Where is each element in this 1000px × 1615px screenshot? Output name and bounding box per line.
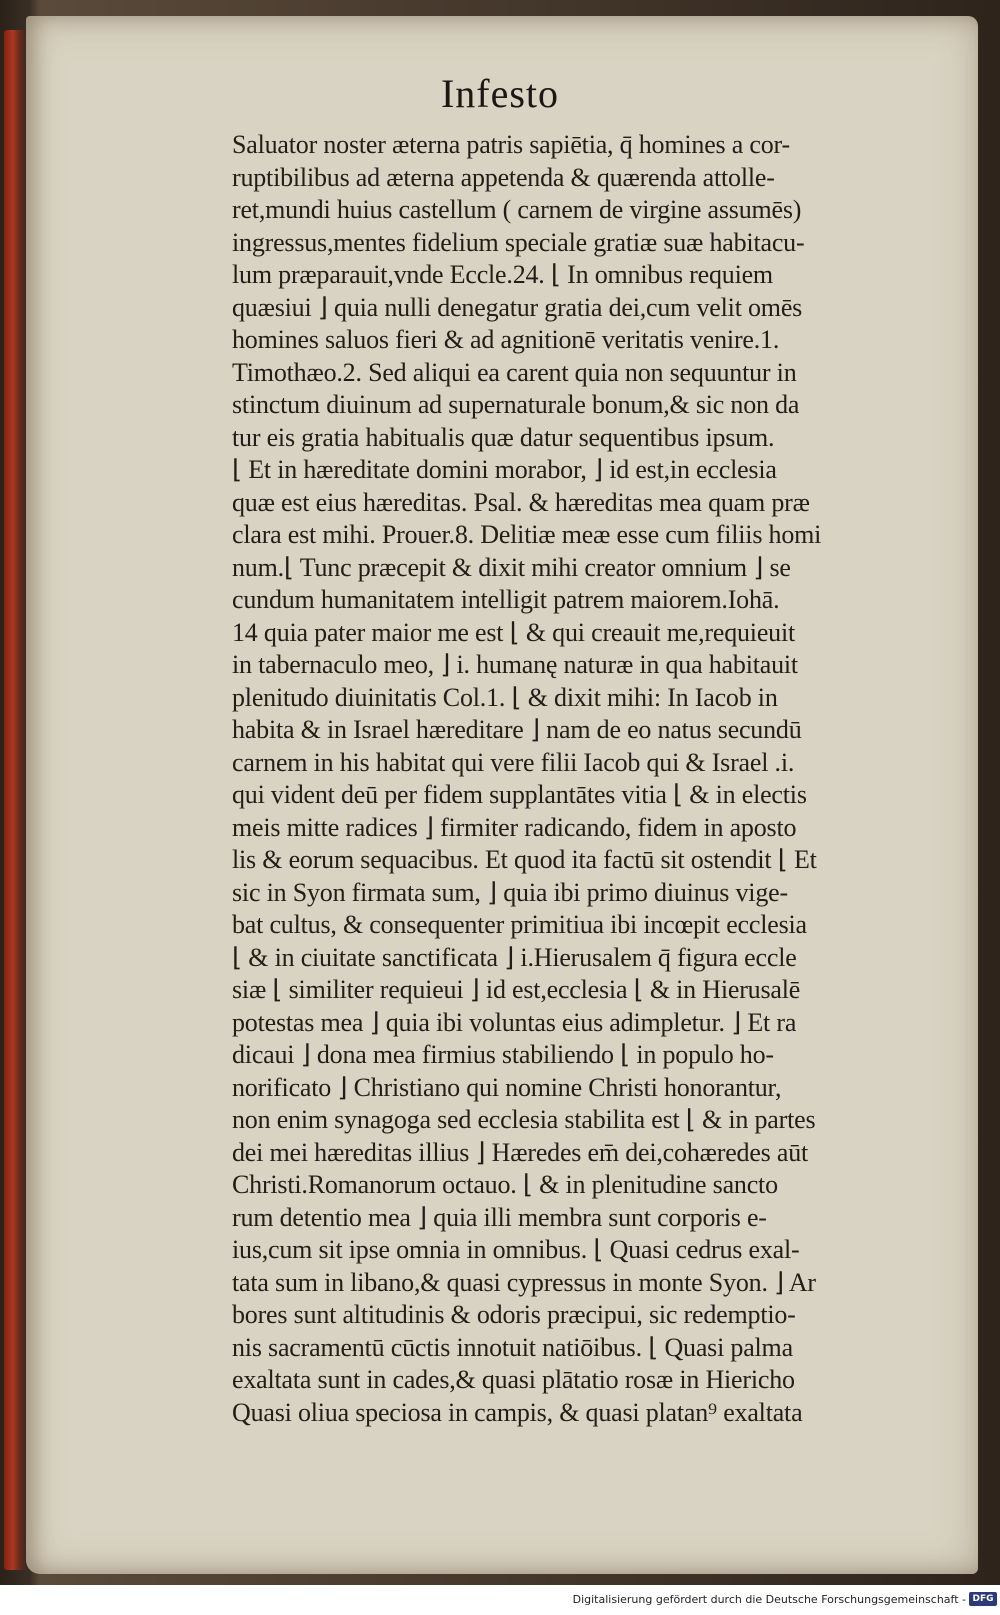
dfg-logo: DFG bbox=[969, 1592, 997, 1606]
text-line: ruptibilibus ad æterna appetenda & quærenda attolle- bbox=[232, 162, 775, 192]
text-line: non enim synagoga sed ecclesia stabilita est ⌊ & in partes bbox=[232, 1105, 816, 1134]
text-line: meis mitte radices ⌋ firmiter radicando, fidem in aposto bbox=[232, 812, 797, 842]
text-line: dei mei hæreditas illius ⌋ Hæredes em̄ dei,cohæredes aūt bbox=[232, 1137, 809, 1167]
text-line: Christi.Romanorum octauo. ⌊ & in plenitudine sancto bbox=[232, 1170, 778, 1199]
text-line: quæ est eius hæreditas. Psal. & hæreditas mea quam præ bbox=[232, 487, 810, 517]
text-line: quæsiui ⌋ quia nulli denegatur gratia dei,cum velit omēs bbox=[232, 292, 803, 322]
text-line: ret,mundi huius castellum ( carnem de virgine assumēs) bbox=[232, 195, 802, 224]
text-line: dicaui ⌋ dona mea firmius stabiliendo ⌊ in populo ho- bbox=[232, 1040, 774, 1069]
text-line: carnem in his habitat qui vere filii Iacob qui & Israel .i. bbox=[232, 747, 795, 777]
text-line: sic in Syon firmata sum, ⌋ quia ibi primo diuinus vige- bbox=[232, 877, 788, 907]
footer-credit: Digitalisierung gefördert durch die Deutsche Forschungsgemeinschaft - bbox=[572, 1593, 966, 1606]
text-line: ⌊ & in ciuitate sanctificata ⌋ i.Hierusalem q̄ figura eccle bbox=[232, 942, 797, 972]
text-line: rum detentio mea ⌋ quia illi membra sunt corporis e- bbox=[232, 1202, 767, 1232]
book-edge bbox=[4, 30, 26, 1570]
text-line: ius,cum sit ipse omnia in omnibus. ⌊ Quasi cedrus exal- bbox=[232, 1235, 800, 1264]
text-line: stinctum diuinum ad supernaturale bonum,& sic non da bbox=[232, 390, 800, 419]
text-line: Saluator noster æterna patris sapiētia, q̄ homines a cor- bbox=[232, 130, 790, 159]
text-line: siæ ⌊ similiter requieui ⌋ id est,ecclesia ⌊ & in Hierusalē bbox=[232, 975, 801, 1004]
text-line: homines saluos fieri & ad agnitionē veritatis venire.1. bbox=[232, 325, 780, 354]
text-line: plenitudo diuinitatis Col.1. ⌊ & dixit mihi: In Iacob in bbox=[232, 682, 778, 712]
text-line: exaltata sunt in cades,& quasi plātatio rosæ in Hiericho bbox=[232, 1365, 795, 1394]
text-line: bores sunt altitudinis & odoris præcipui, sic redemptio- bbox=[232, 1300, 796, 1329]
text-line: in tabernaculo meo, ⌋ i. humanę naturæ in qua habitauit bbox=[232, 650, 798, 679]
text-line: habita & in Israel hæreditare ⌋ nam de eo natus secundū bbox=[232, 715, 802, 744]
text-line: lum præparauit,vnde Eccle.24. ⌊ In omnibus requiem bbox=[232, 260, 773, 289]
text-line: tata sum in libano,& quasi cypressus in monte Syon. ⌋ Ar bbox=[232, 1267, 816, 1297]
text-line: cundum humanitatem intelligit patrem maiorem.Iohā. bbox=[232, 585, 780, 614]
text-line: Quasi oliua speciosa in campis, & quasi platan⁹ exaltata bbox=[232, 1397, 803, 1427]
text-line: ⌊ Et in hæreditate domini morabor, ⌋ id est,in ecclesia bbox=[232, 455, 777, 484]
text-line: potestas mea ⌋ quia ibi voluntas eius adimpletur. ⌋ Et ra bbox=[232, 1007, 797, 1037]
text-line: lis & eorum sequacibus. Et quod ita factū sit ostendit ⌊ Et bbox=[232, 845, 817, 874]
text-line: tur eis gratia habitualis quæ datur sequentibus ipsum. bbox=[232, 422, 775, 452]
footer-bar bbox=[0, 1585, 1000, 1615]
body-text bbox=[232, 129, 967, 1429]
text-line: bat cultus, & consequenter primitiua ibi incœpit ecclesia bbox=[232, 910, 807, 939]
text-line: ingressus,mentes fidelium speciale gratiæ suæ habitacu- bbox=[232, 227, 805, 257]
text-line: qui vident deū per fidem supplantātes vitia ⌊ & in electis bbox=[232, 780, 807, 809]
text-line: num.⌊ Tunc præcepit & dixit mihi creator omnium ⌋ se bbox=[232, 552, 791, 582]
text-line: nis sacramentū cūctis innotuit natiōibus. ⌊ Quasi palma bbox=[232, 1332, 793, 1362]
running-header: Infesto bbox=[440, 71, 560, 116]
text-line: norificato ⌋ Christiano qui nomine Christi honorantur, bbox=[232, 1072, 782, 1102]
text-line: Timothæo.2. Sed aliqui ea carent quia non sequuntur in bbox=[232, 357, 797, 387]
text-line: clara est mihi. Prouer.8. Delitiæ meæ esse cum filiis homi bbox=[232, 520, 822, 549]
text-line: 14 quia pater maior me est ⌊ & qui creauit me,requieuit bbox=[232, 617, 796, 647]
